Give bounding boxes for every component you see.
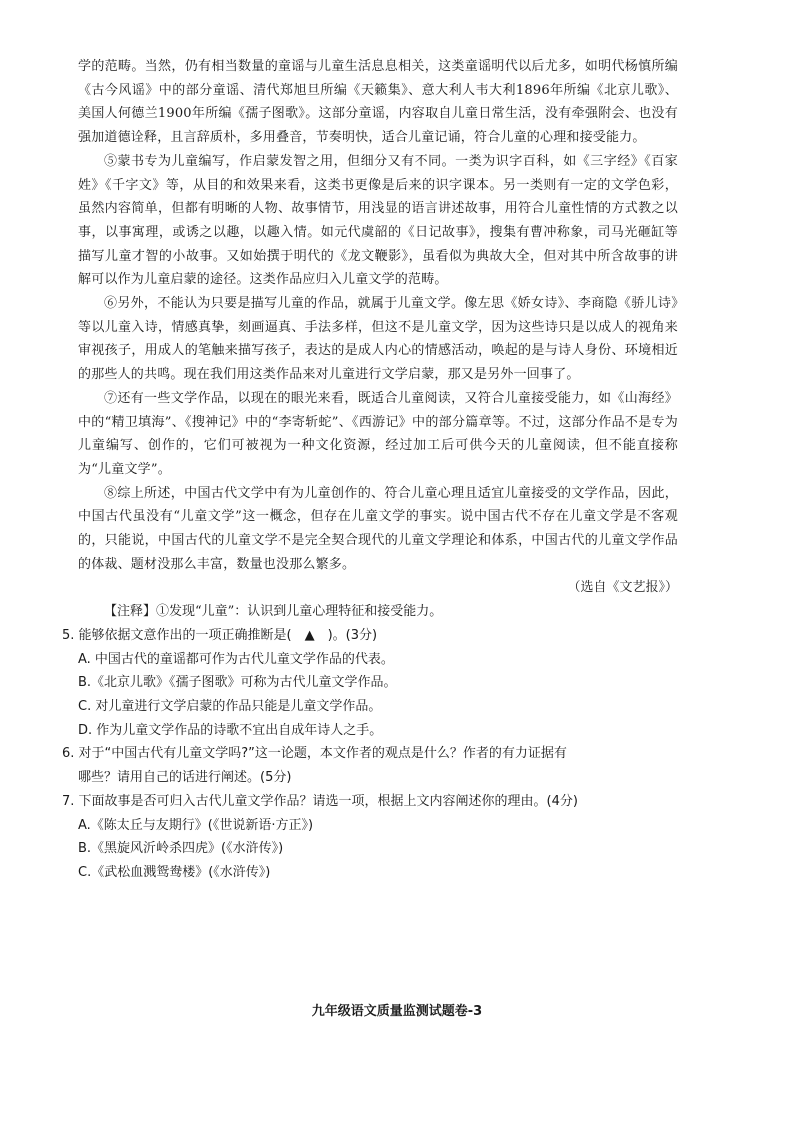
passage-note: 【注释】①发现“儿童”：认识到儿童心理特征和接受能力。 — [104, 604, 443, 620]
page-footer: 九年级语文质量监测试题卷-3 — [311, 1004, 483, 1019]
question-6-stem-continued: 哪些？请用自己的话进行阐述。(5分) — [78, 770, 292, 786]
question-7-option-a: A.《陈太丘与友期行》(《世说新语·方正》) — [78, 817, 314, 833]
passage-paragraph-6: ⑥另外，不能认为只要是描写儿童的作品，就属于儿童文学。像左思《娇女诗》、李商隐《骄儿诗》等以儿童入诗，情感真挚，刻画逼真、手法多样，但这不是儿童文学，因为这些诗只是以成人的视角来审视孩子，用成人的笔触来描写孩子，表达的是成人内心的情感活动，唤起的是与诗人身份、环境相近的那些人的共鸣。现在我们用这类作品来对儿童进行文学启蒙，那又是另外一回事了。 — [78, 296, 678, 383]
question-5-option-a: A. 中国古代的童谣都可作为古代儿童文学作品的代表。 — [78, 651, 394, 667]
question-5-stem: 5. 能够依据文意作出的一项正确推断是( ▲ )。(3分) — [62, 627, 378, 643]
passage-paragraph-continued: 学的范畴。当然，仍有相当数量的童谣与儿童生活息息相关，这类童谣明代以后尤多，如明代杨慎所编《古今风谣》中的部分童谣、清代郑旭旦所编《天籁集》、意大利人韦大利1896年所编《北京儿歌》、美国人何德兰1900年所编《孺子图歌》。这部分童谣，内容取自儿童日常生活，没有牵强附会、也没有强加道德诠释，且言辞质朴，多用叠音，节奏明快，适合儿童记诵，符合儿童的心理和接受能力。 — [78, 59, 678, 146]
question-6 — [62, 742, 678, 789]
passage-paragraph-8: ⑧综上所述，中国古代文学中有为儿童创作的、符合儿童心理且适宜儿童接受的文学作品，因此，中国古代虽没有“儿童文学”这一概念，但存在儿童文学的事实。说中国古代不存在儿童文学是不客观的，只能说，中国古代的儿童文学不是完全契合现代的儿童文学理论和体系，中国古代的儿童文学作品的体裁、题材没那么丰富，数量也没那么繁多。 — [78, 485, 678, 572]
question-5 — [62, 624, 678, 743]
page-content — [62, 55, 678, 885]
passage-source: （选自《文艺报》） — [567, 580, 678, 596]
question-5-option-c: C. 对儿童进行文学启蒙的作品只能是儿童文学作品。 — [78, 698, 382, 714]
question-7-stem: 7. 下面故事是否可归入古代儿童文学作品？请选一项，根据上文内容阐述你的理由。(4分) — [62, 793, 578, 809]
question-7 — [62, 790, 678, 885]
question-6-stem: 6. 对于“中国古代有儿童文学吗?”这一论题，本文作者的观点是什么？作者的有力证据有 — [62, 746, 567, 762]
question-5-option-b: B.《北京儿歌》《孺子图歌》可称为古代儿童文学作品。 — [78, 675, 397, 691]
question-5-option-d: D. 作为儿童文学作品的诗歌不宜出自成年诗人之手。 — [78, 722, 383, 738]
question-7-option-b: B.《黑旋风沂岭杀四虎》(《水浒传》) — [78, 841, 284, 857]
question-7-option-c: C.《武松血溅鸳鸯楼》(《水浒传》) — [78, 864, 271, 880]
passage-paragraph-5: ⑤蒙书专为儿童编写，作启蒙发智之用，但细分又有不同。一类为识字百科，如《三字经》《百家姓》《千字文》等，从目的和效果来看，这类书更像是后来的识字课本。另一类则有一定的文学色彩，虽然内容简单，但都有明晰的人物、故事情节，用浅显的语言讲述故事，用符合儿童性情的方式教之以事，以事寓理，或诱之以趣，以趣入情。如元代虞韶的《日记故事》，搜集有曹冲称象，司马光砸缸等描写儿童才智的小故事。又如始撰于明代的《龙文鞭影》，虽看似为典故大全，但对其中所含故事的讲解可以作为儿童启蒙的途径。这类作品应归入儿童文学的范畴。 — [78, 153, 678, 288]
passage-paragraph-7: ⑦还有一些文学作品，以现在的眼光来看，既适合儿童阅读，又符合儿童接受能力，如《山海经》中的“精卫填海”、《搜神记》中的“李寄斩蛇”、《西游记》中的部分篇章等。不过，这部分作品不是专为儿童编写、创作的，它们可被视为一种文化资源，经过加工后可供今天的儿童阅读，但不能直接称为“儿童文学”。 — [78, 390, 678, 477]
